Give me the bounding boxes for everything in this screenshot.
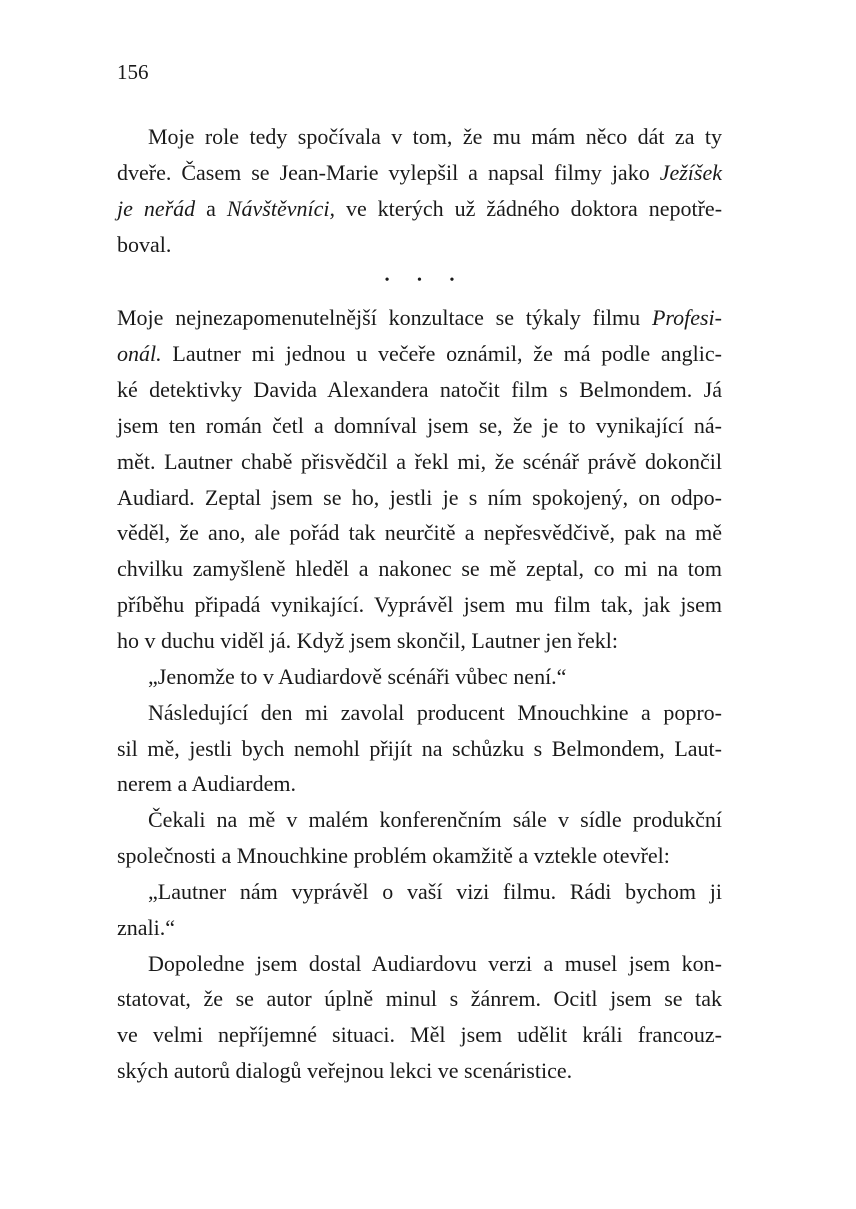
text-line xyxy=(117,408,722,444)
text-segment: dveře. Časem se Jean-Marie vylepšil a napsal filmy jako xyxy=(117,159,660,185)
text-segment: věděl, že ano, ale pořád tak neurčitě a nepřesvědčivě, pak na mě xyxy=(117,520,722,546)
text-segment: Moje nejnezapomenutelnější konzultace se týkaly filmu xyxy=(117,305,652,331)
text-segment: „Lautner nám vyprávěl o vaší vizi filmu. Rádi bychom ji xyxy=(148,878,722,904)
italic-title-text: Návštěvníci, xyxy=(226,195,335,221)
text-segment: sil mě, jestli bych nemohl přijít na schůzku s Belmondem, Laut- xyxy=(117,735,722,761)
text-segment: „Jenomže to v Audiardově scénáři vůbec není.“ xyxy=(148,663,567,689)
text-line xyxy=(117,695,722,731)
text-segment: znali.“ xyxy=(117,914,176,940)
text-segment: ve velmi nepříjemné situaci. Měl jsem udělit králi francouz- xyxy=(117,1022,722,1048)
text-line xyxy=(117,659,722,695)
text-line xyxy=(117,119,722,155)
text-line xyxy=(117,623,722,659)
text-line xyxy=(117,336,722,372)
text-line xyxy=(117,874,722,910)
text-segment: statovat, že se autor úplně minul s žánrem. Ocitl jsem se tak xyxy=(117,986,722,1012)
italic-title-text: Ježíšek xyxy=(659,159,722,185)
text-segment: příběhu připadá vynikající. Vyprávěl jsem mu film tak, jak jsem xyxy=(117,592,722,618)
italic-title-text: onál. xyxy=(117,341,162,367)
body-text xyxy=(117,119,722,1089)
text-line xyxy=(117,551,722,587)
text-line xyxy=(117,191,722,227)
text-line xyxy=(117,766,722,802)
text-line xyxy=(117,227,722,263)
text-segment: mět. Lautner chabě přisvědčil a řekl mi, že scénář právě dokončil xyxy=(117,448,722,474)
text-segment: Dopoledne jsem dostal Audiardovu verzi a musel jsem kon- xyxy=(148,950,722,976)
section-separator: • • • xyxy=(384,273,467,289)
text-segment: boval. xyxy=(117,231,172,257)
text-line xyxy=(117,946,722,982)
text-line xyxy=(117,802,722,838)
text-line xyxy=(117,372,722,408)
text-line xyxy=(117,838,722,874)
text-segment: chvilku zamyšleně hleděl a nakonec se mě zeptal, co mi na tom xyxy=(117,556,722,582)
text-segment: nerem a Audiardem. xyxy=(117,771,296,797)
text-segment: Audiard. Zeptal jsem se ho, jestli je s ním spokojený, on odpo- xyxy=(117,484,722,510)
text-segment: jsem ten román četl a domníval jsem se, že je to vynikající ná- xyxy=(117,412,722,438)
text-line xyxy=(117,444,722,480)
text-segment: Následující den mi zavolal producent Mnouchkine a popro- xyxy=(148,699,722,725)
text-line xyxy=(117,981,722,1017)
text-segment: společnosti a Mnouchkine problém okamžitě a vztekle otevřel: xyxy=(117,843,670,869)
text-line xyxy=(117,910,722,946)
italic-title-text: Profesi- xyxy=(651,305,722,331)
text-line xyxy=(117,587,722,623)
text-line xyxy=(117,731,722,767)
text-segment: Čekali na mě v malém konferenčním sále v sídle produkční xyxy=(148,807,722,833)
page-number: 156 xyxy=(117,60,149,84)
italic-title-text: je neřád xyxy=(117,195,196,221)
text-segment: Lautner mi jednou u večeře oznámil, že má podle anglic- xyxy=(161,341,722,367)
text-segment: ve kterých už žádného doktora nepotře- xyxy=(335,195,723,221)
text-segment: ho v duchu viděl já. Když jsem skončil, Lautner jen řekl: xyxy=(117,627,618,653)
text-line xyxy=(117,300,722,336)
text-segment: ké detektivky Davida Alexandera natočit film s Belmondem. Já xyxy=(117,377,722,403)
text-segment: a xyxy=(195,195,227,221)
text-segment: ských autorů dialogů veřejnou lekci ve scenáristice. xyxy=(117,1058,573,1084)
text-line xyxy=(117,1053,722,1089)
text-line xyxy=(117,155,722,191)
text-line xyxy=(117,480,722,516)
text-segment: Moje role tedy spočívala v tom, že mu mám něco dát za ty xyxy=(148,124,722,149)
text-line xyxy=(117,1017,722,1053)
text-line xyxy=(117,515,722,551)
